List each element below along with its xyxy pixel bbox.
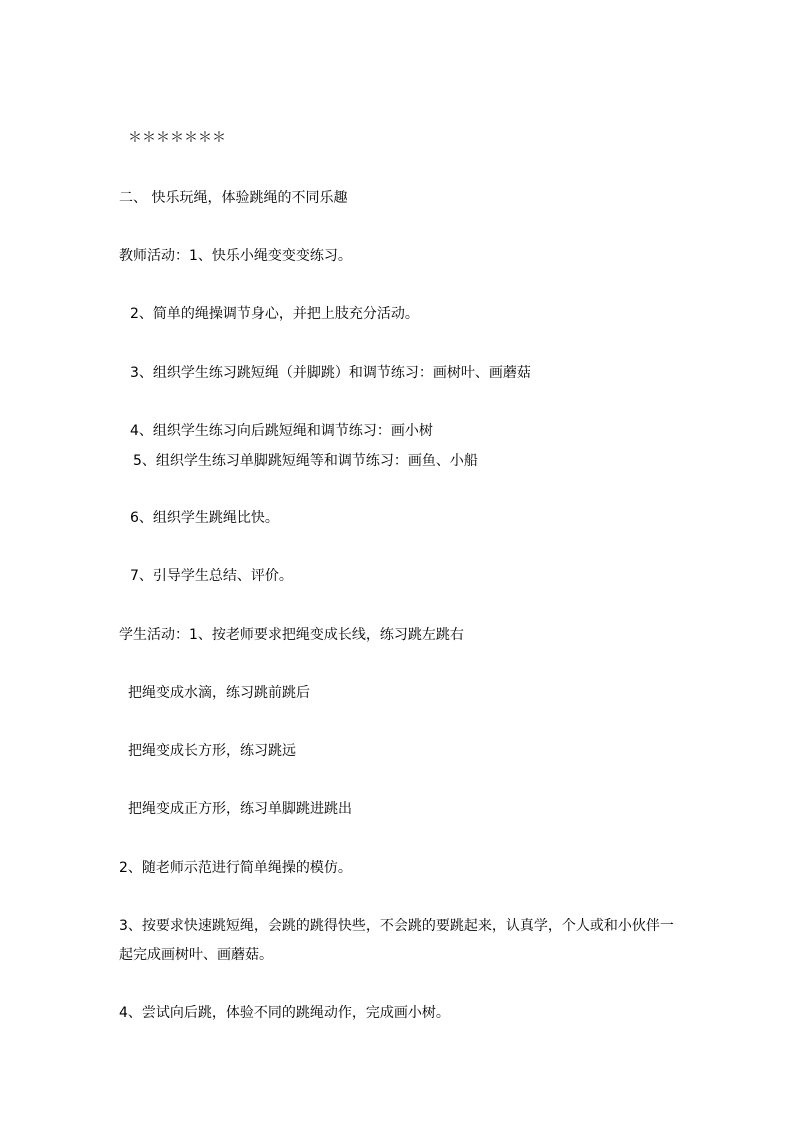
section-heading: 二、 快乐玩绳，体验跳绳的不同乐趣: [119, 190, 348, 206]
teacher-activity-line: 7、引导学生总结、评价。: [130, 568, 293, 584]
student-activity-line: 起完成画树叶、画蘑菇。: [119, 947, 273, 963]
teacher-activity-line: 4、组织学生练习向后跳短绳和调节练习：画小树: [130, 423, 433, 439]
student-activity-line: 把绳变成长方形，练习跳远: [128, 743, 296, 759]
student-activity-line: 学生活动：1、按老师要求把绳变成长线，练习跳左跳右: [119, 627, 464, 643]
teacher-activity-line: 2、简单的绳操调节身心，并把上肢充分活动。: [130, 306, 419, 322]
student-activity-line: 把绳变成正方形，练习单脚跳进跳出: [128, 801, 352, 817]
teacher-activity-line: 教师活动：1、快乐小绳变变变练习。: [119, 248, 352, 264]
teacher-activity-line: 5、组织学生练习单脚跳短绳等和调节练习：画鱼、小船: [133, 453, 478, 469]
student-activity-line: 4、尝试向后跳，体验不同的跳绳动作，完成画小树。: [119, 1005, 450, 1021]
teacher-activity-line: 3、组织学生练习跳短绳（并脚跳）和调节练习：画树叶、画蘑菇: [130, 365, 531, 381]
student-activity-line: 3、按要求快速跳短绳，会跳的跳得快些，不会跳的要跳起来，认真学，个人或和小伙伴一: [119, 918, 674, 934]
student-activity-line: 把绳变成水滴，练习跳前跳后: [128, 685, 310, 701]
teacher-activity-line: 6、组织学生跳绳比快。: [130, 510, 279, 526]
student-activity-line: 2、随老师示范进行简单绳操的模仿。: [119, 860, 352, 876]
star-divider: ＊＊＊＊＊＊＊: [128, 130, 226, 146]
